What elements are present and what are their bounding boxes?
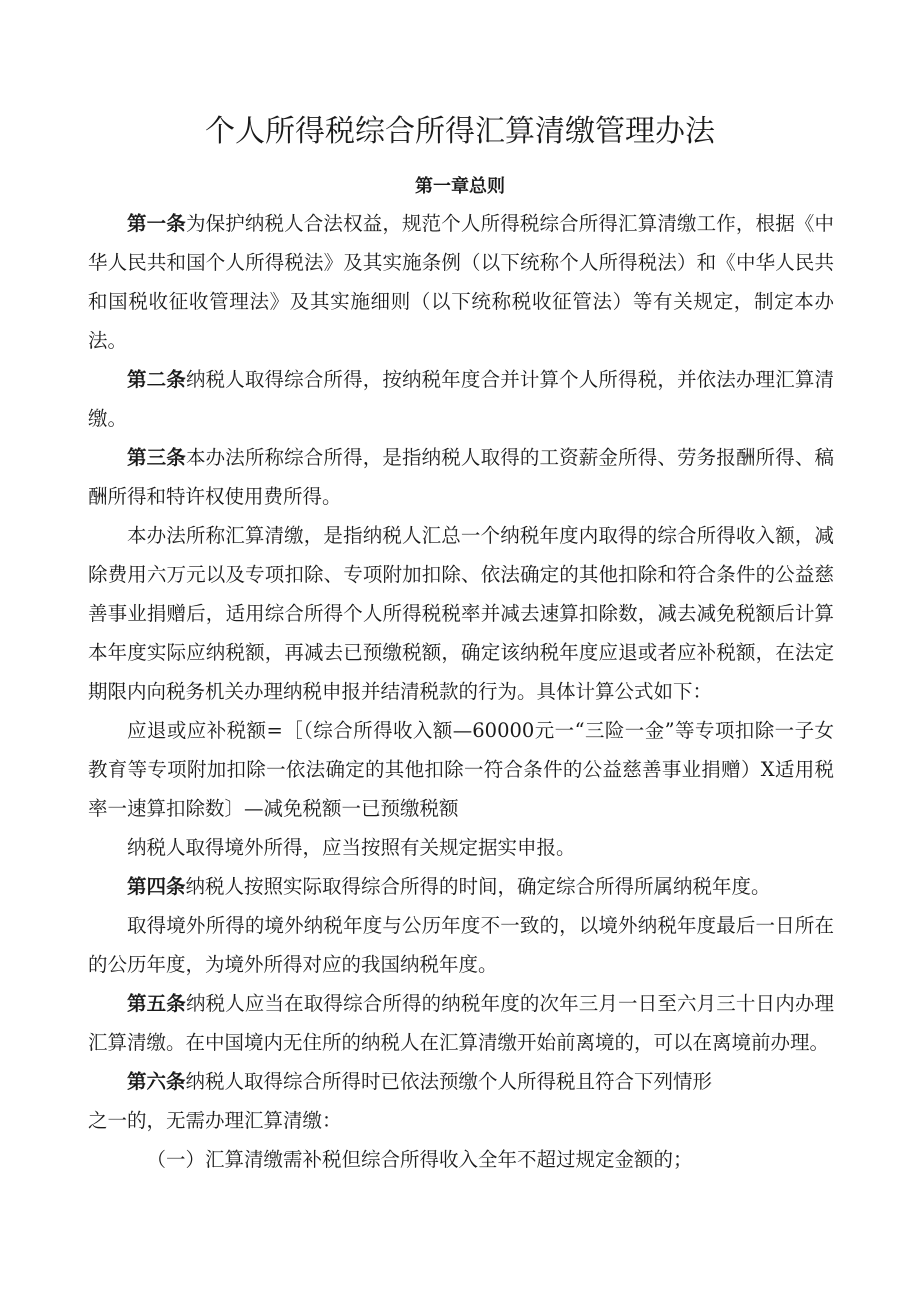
list-item-text: （一）汇算清缴需补税但综合所得收入全年不超过规定金额的； <box>146 1148 693 1171</box>
article-number: 第六条 <box>127 1070 186 1093</box>
document-body <box>88 204 834 1179</box>
article-number: 第一条 <box>127 212 186 235</box>
paragraph-foreign-tax-year <box>88 906 834 984</box>
paragraph-formula <box>88 711 834 828</box>
paragraph-text: 纳税人取得境外所得，应当按照有关规定据实申报。 <box>127 836 576 859</box>
list-item-1 <box>88 1140 834 1179</box>
article-number: 第五条 <box>127 992 186 1015</box>
paragraph-article-1 <box>88 204 834 360</box>
paragraph-foreign-income <box>88 828 834 867</box>
paragraph-text: 取得境外所得的境外纳税年度与公历年度不一致的，以境外纳税年度最后一日所在的公历年度，为境外所得对应的我国纳税年度。 <box>88 914 834 976</box>
paragraph-article-6-continued <box>88 1101 834 1140</box>
paragraph-article-4 <box>88 867 834 906</box>
paragraph-article-6 <box>88 1062 834 1101</box>
article-text: 本办法所称综合所得，是指纳税人取得的工资薪金所得、劳务报酬所得、稿酬所得和特许权使用费所得。 <box>88 446 834 508</box>
article-text: 纳税人应当在取得综合所得的纳税年度的次年三月一日至六月三十日内办理汇算清缴。在中国境内无住所的纳税人在汇算清缴开始前离境的，可以在离境前办理。 <box>88 992 834 1054</box>
formula-text: 应退或应补税额=［（综合所得收入额—60000元一“三险一金”等专项扣除一子女教育等专项附加扣除一依法确定的其他扣除一符合条件的公益慈善事业捐赠）X适用税率一速算扣除数〕—减免税额一已预缴税额 <box>88 719 834 820</box>
article-number: 第四条 <box>127 875 186 898</box>
article-text: 纳税人取得综合所得，按纳税年度合并计算个人所得税，并依法办理汇算清缴。 <box>88 368 834 430</box>
article-number: 第三条 <box>127 446 186 469</box>
article-text: 纳税人按照实际取得综合所得的时间，确定综合所得所属纳税年度。 <box>185 875 771 898</box>
article-number: 第二条 <box>127 368 186 391</box>
chapter-heading: 第一章总则 <box>415 176 505 197</box>
article-text: 纳税人取得综合所得时已依法预缴个人所得税且符合下列情形 <box>185 1070 713 1093</box>
paragraph-article-3 <box>88 438 834 516</box>
paragraph-text: 之一的，无需办理汇算清缴： <box>88 1109 342 1132</box>
article-text: 为保护纳税人合法权益，规范个人所得税综合所得汇算清缴工作，根据《中华人民共和国个人所得税法》及其实施条例（以下统称个人所得税法）和《中华人民共和国税收征收管理法》及其实施细则（以下统称税收征管法）等有关规定，制定本办法。 <box>88 212 834 352</box>
paragraph-text: 本办法所称汇算清缴，是指纳税人汇总一个纳税年度内取得的综合所得收入额，减除费用六万元以及专项扣除、专项附加扣除、依法确定的其他扣除和符合条件的公益慈善事业捐赠后，适用综合所得个人所得税税率并减去速算扣除数，减去减免税额后计算本年度实际应纳税额，再减去已预缴税额，确定该纳税年度应退或者应补税额，在法定期限内向税务机关办理纳税申报并结清税款的行为。具体计算公式如下： <box>88 524 834 703</box>
paragraph-article-5 <box>88 984 834 1062</box>
paragraph-article-2 <box>88 360 834 438</box>
document-title: 个人所得税综合所得汇算清缴管理办法 <box>205 114 715 149</box>
paragraph-settlement-definition <box>88 516 834 711</box>
